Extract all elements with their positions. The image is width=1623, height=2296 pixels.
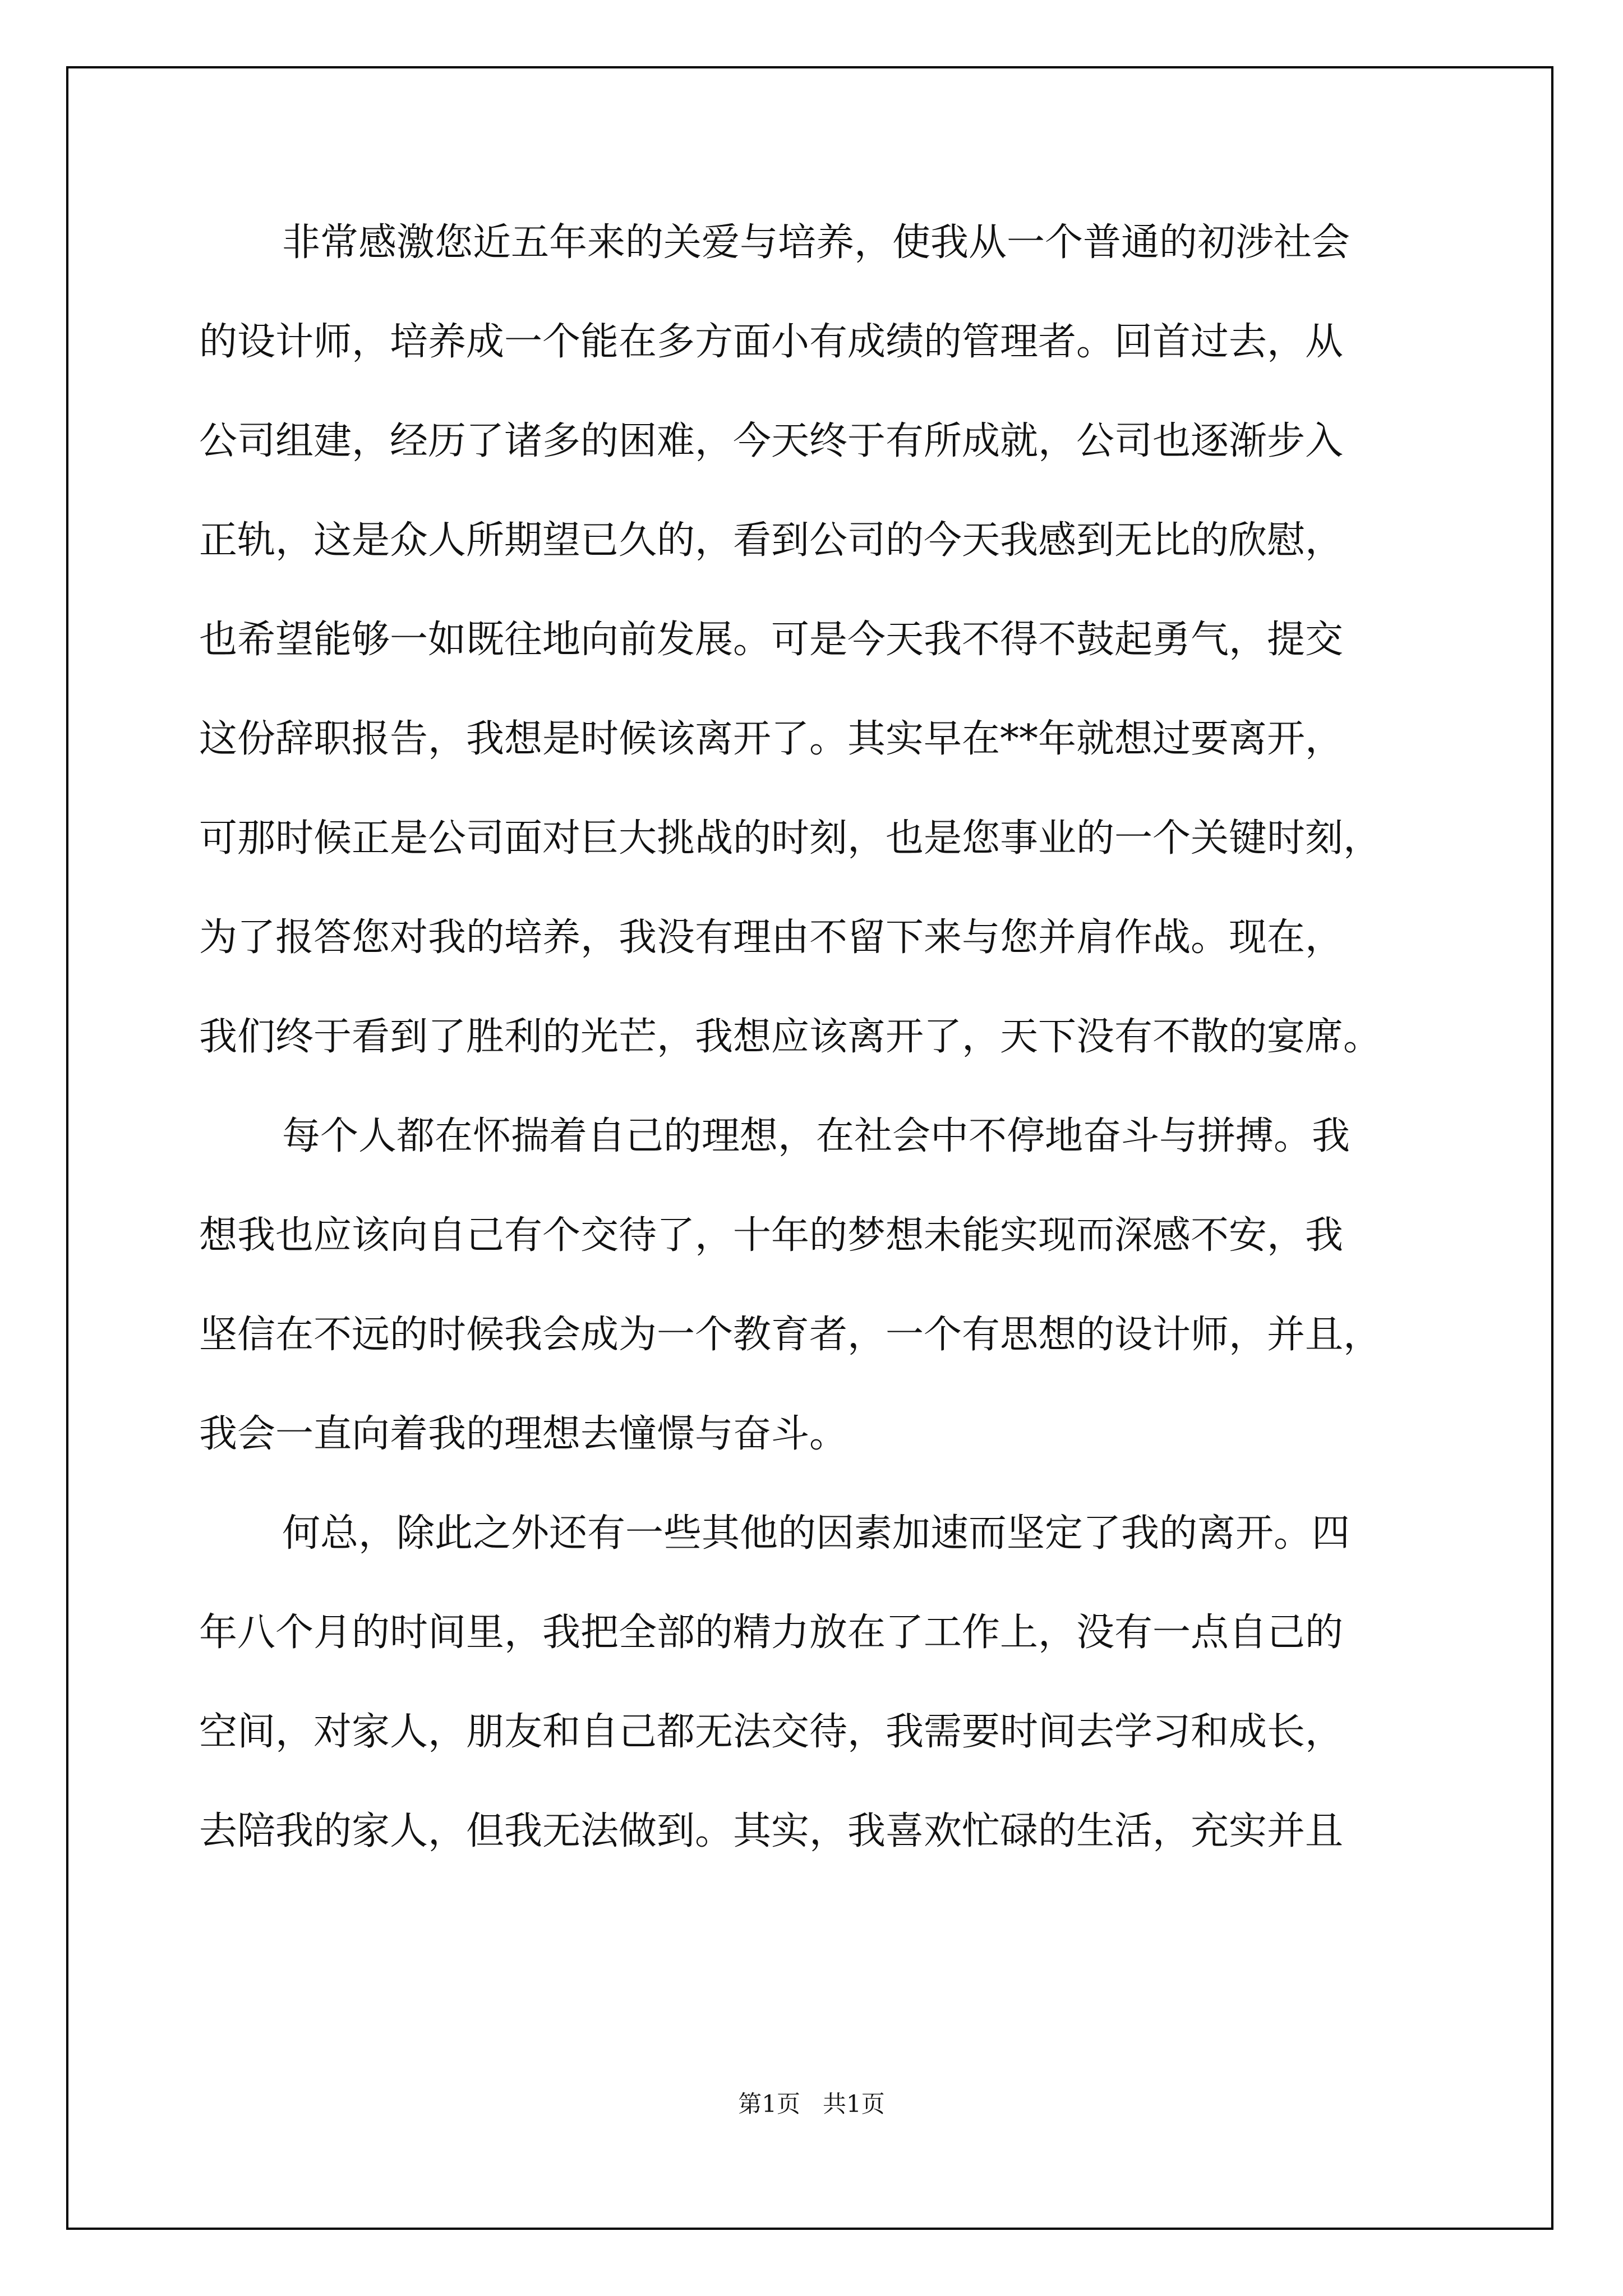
text-line: 也希望能够一如既往地向前发展。可是今天我不得不鼓起勇气，提交 — [199, 618, 1344, 662]
text-line: 这份辞职报告，我想是时候该离开了。其实早在**年就想过要离开， — [199, 717, 1344, 761]
text-line: 每个人都在怀揣着自己的理想，在社会中不停地奋斗与拼搏。我 — [282, 1114, 1350, 1158]
text-line: 空间，对家人，朋友和自己都无法交待，我需要时间去学习和成长， — [199, 1710, 1344, 1754]
text-line: 坚信在不远的时候我会成为一个教育者，一个有思想的设计师，并且， — [199, 1313, 1382, 1357]
text-line: 正轨，这是众人所期望已久的，看到公司的今天我感到无比的欣慰， — [199, 518, 1344, 563]
document-body — [199, 215, 1433, 1903]
text-line: 为了报答您对我的培养，我没有理由不留下来与您并肩作战。现在， — [199, 915, 1344, 960]
text-line: 想我也应该向自己有个交待了，十年的梦想未能实现而深感不安，我 — [199, 1213, 1344, 1258]
page-number-footer: 第1页 共1页 — [738, 2090, 885, 2118]
text-line: 公司组建，经历了诸多的困难，今天终于有所成就，公司也逐渐步入 — [199, 419, 1344, 463]
text-line: 我们终于看到了胜利的光芒，我想应该离开了，天下没有不散的宴席。 — [199, 1015, 1382, 1059]
text-line: 非常感激您近五年来的关爱与培养，使我从一个普通的初涉社会 — [282, 220, 1350, 265]
text-line: 何总，除此之外还有一些其他的因素加速而坚定了我的离开。四 — [282, 1511, 1350, 1556]
text-line: 年八个月的时间里，我把全部的精力放在了工作上，没有一点自己的 — [199, 1611, 1344, 1655]
text-line: 去陪我的家人，但我无法做到。其实，我喜欢忙碌的生活，充实并且 — [199, 1809, 1344, 1853]
text-line: 的设计师，培养成一个能在多方面小有成绩的管理者。回首过去，从 — [199, 320, 1344, 364]
text-line: 我会一直向着我的理想去憧憬与奋斗。 — [199, 1412, 848, 1456]
text-line: 可那时候正是公司面对巨大挑战的时刻，也是您事业的一个关键时刻， — [199, 816, 1382, 861]
